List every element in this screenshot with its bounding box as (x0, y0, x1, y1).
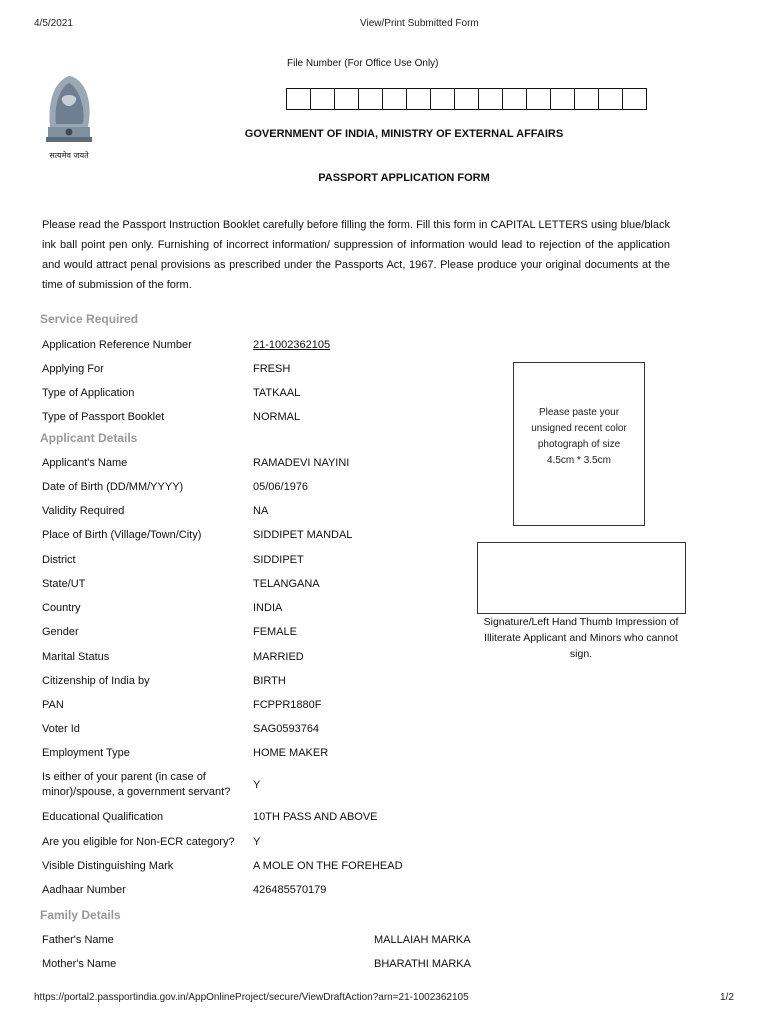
table-row: Type of Passport Booklet NORMAL (42, 410, 301, 423)
signature-box (477, 542, 686, 614)
table-row: Is either of your parent (in case of minor)/spouse, a government servant? Y (42, 771, 261, 798)
table-row: Applying For FRESH (42, 362, 291, 375)
table-row: Employment Type HOME MAKER (42, 746, 329, 759)
section-family-details: Family Details (40, 908, 121, 922)
file-number-label: File Number (For Office Use Only) (287, 58, 439, 69)
table-row: Gender FEMALE (42, 625, 298, 638)
form-title: PASSPORT APPLICATION FORM (318, 172, 490, 184)
table-row: Visible Distinguishing Mark A MOLE ON THE FOREHEAD (42, 859, 403, 872)
file-number-boxes (286, 88, 647, 110)
national-emblem-icon (38, 72, 100, 172)
table-row: Validity Required NA (42, 504, 269, 517)
table-row: Type of Application TATKAAL (42, 386, 301, 399)
section-service-required: Service Required (40, 312, 139, 326)
emblem-motto: सत्यमेव जयते (49, 151, 89, 160)
print-title: View/Print Submitted Form (360, 18, 479, 29)
table-row: District SIDDIPET (42, 553, 304, 566)
page-number: 1/2 (720, 992, 734, 1003)
table-row: Country INDIA (42, 601, 283, 614)
table-row: Aadhaar Number 426485570179 (42, 883, 327, 896)
table-row: PAN FCPPR1880F (42, 698, 322, 711)
signature-instruction: Signature/Left Hand Thumb Impression of Illiterate Applicant and Minors who cannot sign. (483, 616, 679, 660)
footer-url: https://portal2.passportindia.gov.in/AppOnlineProject/secure/ViewDraftAction?arn=21-1002362105 (34, 992, 469, 1003)
government-heading: GOVERNMENT OF INDIA, MINISTRY OF EXTERNAL AFFAIRS (244, 128, 564, 140)
table-row: Educational Qualification 10TH PASS AND ABOVE (42, 810, 378, 823)
section-applicant-details: Applicant Details (40, 431, 138, 445)
table-row: Date of Birth (DD/MM/YYYY) 05/06/1976 (42, 480, 309, 493)
table-row: State/UT TELANGANA (42, 577, 320, 590)
table-row: Father's Name MALLAIAH MARKA (42, 933, 471, 946)
table-row: Mother's Name BHARATHI MARKA (42, 957, 471, 970)
print-date: 4/5/2021 (34, 18, 73, 29)
table-row: Application Reference Number 21-1002362105 (42, 338, 331, 351)
table-row: Marital Status MARRIED (42, 650, 304, 663)
table-row: Voter Id SAG0593764 (42, 722, 320, 735)
photo-instruction: Please paste your unsigned recent color photograph of size 4.5cm * 3.5cm (531, 407, 627, 466)
photo-box (513, 362, 645, 526)
table-row: Citizenship of India by BIRTH (42, 674, 286, 687)
table-row: Are you eligible for Non-ECR category? Y (42, 835, 261, 848)
instructions-paragraph: Please read the Passport Instruction Booklet carefully before filling the form. Fill this form in CAPITAL LETTERS using blue/black ink ball point pen only. Furnishing of incorrect information/ suppression of information would lead to rejection of the application and would attract penal provisions as prescribed under the Passports Act, 1967. Please produce your original documents at the time of submission of the form. (42, 219, 670, 291)
table-row: Place of Birth (Village/Town/City) SIDDIPET MANDAL (42, 528, 353, 541)
table-row: Applicant's Name RAMADEVI NAYINI (42, 456, 350, 469)
